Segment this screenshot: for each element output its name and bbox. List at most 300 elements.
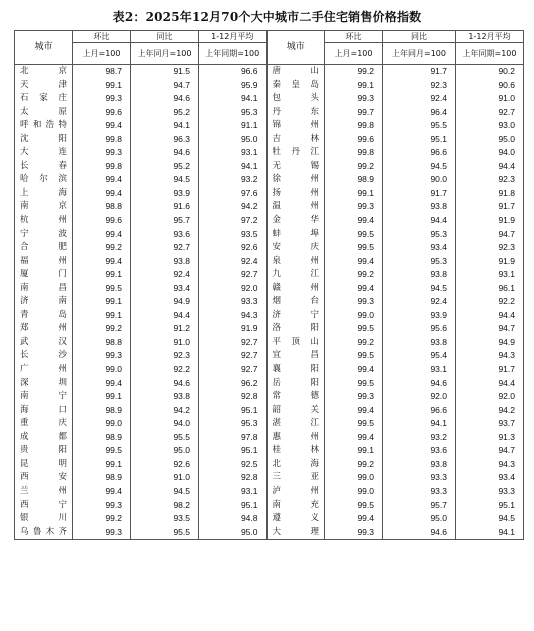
city-name-left: 福州 [15, 255, 73, 269]
mom-index-left: 99.4 [73, 187, 131, 201]
mom-index-right: 99.4 [325, 214, 383, 228]
table-row [15, 499, 524, 513]
avg-index-left: 92.7 [199, 336, 267, 350]
avg-index-right: 93.7 [456, 417, 524, 431]
avg-header-left: 1-12月平均 [199, 31, 267, 43]
avg-index-right: 94.4 [456, 160, 524, 174]
avg-index-right: 91.0 [456, 92, 524, 106]
yoy-index-right: 93.8 [383, 458, 456, 472]
table-row [15, 200, 524, 214]
city-name-right: 温州 [267, 200, 325, 214]
avg-index-right: 91.9 [456, 214, 524, 228]
city-name-left: 杭州 [15, 214, 73, 228]
mom-index-left: 99.3 [73, 499, 131, 513]
mom-index-left: 99.0 [73, 363, 131, 377]
yoy-index-left: 94.6 [131, 92, 199, 106]
city-name-left: 兰州 [15, 485, 73, 499]
mom-base-left: 上月=100 [73, 43, 131, 65]
mom-index-right: 99.1 [325, 187, 383, 201]
city-name-right: 湛江 [267, 417, 325, 431]
city-name-left: 青岛 [15, 309, 73, 323]
avg-index-left: 95.1 [199, 499, 267, 513]
yoy-index-left: 95.7 [131, 214, 199, 228]
table-row [15, 146, 524, 160]
avg-index-left: 91.1 [199, 119, 267, 133]
mom-index-left: 98.7 [73, 65, 131, 79]
city-name-right: 宜昌 [267, 349, 325, 363]
avg-index-left: 96.6 [199, 65, 267, 79]
city-name-right: 烟台 [267, 295, 325, 309]
yoy-index-right: 93.1 [383, 363, 456, 377]
city-name-left: 呼和浩特 [15, 119, 73, 133]
yoy-index-left: 92.7 [131, 241, 199, 255]
city-name-left: 大连 [15, 146, 73, 160]
yoy-index-right: 94.6 [383, 377, 456, 391]
yoy-index-right: 95.1 [383, 133, 456, 147]
avg-index-left: 93.3 [199, 295, 267, 309]
mom-index-right: 99.2 [325, 336, 383, 350]
avg-index-left: 93.2 [199, 173, 267, 187]
avg-index-left: 94.1 [199, 92, 267, 106]
table-row [15, 512, 524, 526]
avg-index-right: 92.0 [456, 390, 524, 404]
city-name-right: 赣州 [267, 282, 325, 296]
avg-index-right: 92.3 [456, 241, 524, 255]
yoy-index-left: 94.9 [131, 295, 199, 309]
mom-index-left: 99.3 [73, 146, 131, 160]
table-row [15, 404, 524, 418]
mom-index-left: 99.1 [73, 390, 131, 404]
mom-index-right: 99.3 [325, 200, 383, 214]
mom-index-right: 99.0 [325, 471, 383, 485]
mom-index-left: 99.4 [73, 119, 131, 133]
mom-index-left: 99.1 [73, 295, 131, 309]
mom-index-left: 98.9 [73, 404, 131, 418]
yoy-index-left: 95.0 [131, 444, 199, 458]
avg-index-right: 95.0 [456, 133, 524, 147]
yoy-index-left: 94.2 [131, 404, 199, 418]
avg-index-right: 94.7 [456, 444, 524, 458]
table-row [15, 322, 524, 336]
city-name-left: 重庆 [15, 417, 73, 431]
mom-index-left: 98.9 [73, 471, 131, 485]
avg-index-left: 95.0 [199, 133, 267, 147]
mom-index-right: 99.5 [325, 322, 383, 336]
price-index-table [14, 30, 524, 540]
city-name-left: 厦门 [15, 268, 73, 282]
mom-index-right: 99.3 [325, 526, 383, 540]
mom-index-left: 99.3 [73, 92, 131, 106]
mom-index-right: 99.1 [325, 79, 383, 93]
mom-index-left: 99.1 [73, 268, 131, 282]
yoy-index-right: 95.6 [383, 322, 456, 336]
yoy-index-left: 94.5 [131, 485, 199, 499]
avg-index-right: 90.6 [456, 79, 524, 93]
mom-index-right: 99.1 [325, 444, 383, 458]
city-name-right: 扬州 [267, 187, 325, 201]
yoy-index-right: 93.8 [383, 200, 456, 214]
avg-index-right: 94.7 [456, 228, 524, 242]
city-name-left: 昆明 [15, 458, 73, 472]
mom-index-right: 99.5 [325, 349, 383, 363]
yoy-index-left: 93.9 [131, 187, 199, 201]
city-header-right: 城市 [267, 31, 325, 65]
avg-index-right: 91.7 [456, 363, 524, 377]
mom-index-right: 99.2 [325, 160, 383, 174]
table-row [15, 160, 524, 174]
table-row [15, 471, 524, 485]
city-name-right: 蚌埠 [267, 228, 325, 242]
city-name-right: 三亚 [267, 471, 325, 485]
yoy-index-left: 94.0 [131, 417, 199, 431]
avg-index-left: 97.8 [199, 431, 267, 445]
avg-index-right: 91.8 [456, 187, 524, 201]
table-row [15, 309, 524, 323]
mom-index-right: 99.4 [325, 363, 383, 377]
avg-index-right: 94.4 [456, 309, 524, 323]
table-row [15, 214, 524, 228]
city-name-left: 合肥 [15, 241, 73, 255]
city-name-left: 乌鲁木齐 [15, 526, 73, 540]
avg-index-left: 94.3 [199, 309, 267, 323]
mom-index-right: 99.5 [325, 228, 383, 242]
mom-index-left: 98.8 [73, 336, 131, 350]
yoy-index-right: 93.8 [383, 336, 456, 350]
city-name-right: 泸州 [267, 485, 325, 499]
avg-index-left: 93.1 [199, 146, 267, 160]
yoy-index-right: 95.4 [383, 349, 456, 363]
city-name-left: 西安 [15, 471, 73, 485]
mom-header-right: 环比 [325, 31, 383, 43]
avg-index-left: 92.7 [199, 363, 267, 377]
avg-index-right: 93.1 [456, 268, 524, 282]
city-name-left: 南昌 [15, 282, 73, 296]
mom-index-right: 99.8 [325, 146, 383, 160]
yoy-index-right: 93.6 [383, 444, 456, 458]
mom-index-right: 99.6 [325, 133, 383, 147]
yoy-index-left: 94.5 [131, 173, 199, 187]
yoy-index-right: 96.6 [383, 146, 456, 160]
mom-index-left: 99.2 [73, 241, 131, 255]
avg-index-right: 94.0 [456, 146, 524, 160]
city-name-right: 无锡 [267, 160, 325, 174]
city-name-right: 金华 [267, 214, 325, 228]
yoy-header-right: 同比 [383, 31, 456, 43]
yoy-index-right: 90.0 [383, 173, 456, 187]
avg-index-left: 91.9 [199, 322, 267, 336]
mom-index-right: 99.4 [325, 282, 383, 296]
mom-index-right: 99.3 [325, 390, 383, 404]
table-row [15, 228, 524, 242]
avg-index-left: 95.3 [199, 106, 267, 120]
city-name-left: 武汉 [15, 336, 73, 350]
yoy-index-right: 92.0 [383, 390, 456, 404]
mom-index-right: 99.3 [325, 295, 383, 309]
table-row [15, 65, 524, 79]
mom-index-left: 99.4 [73, 228, 131, 242]
avg-index-right: 92.2 [456, 295, 524, 309]
yoy-index-left: 94.6 [131, 146, 199, 160]
mom-index-right: 99.5 [325, 417, 383, 431]
yoy-index-left: 95.5 [131, 526, 199, 540]
mom-index-left: 99.4 [73, 377, 131, 391]
city-name-right: 唐山 [267, 65, 325, 79]
avg-index-right: 94.9 [456, 336, 524, 350]
city-name-right: 包头 [267, 92, 325, 106]
mom-index-right: 99.4 [325, 431, 383, 445]
city-name-left: 西宁 [15, 499, 73, 513]
avg-index-left: 95.0 [199, 526, 267, 540]
mom-index-left: 99.4 [73, 173, 131, 187]
avg-index-left: 97.6 [199, 187, 267, 201]
table-row [15, 485, 524, 499]
mom-index-left: 99.4 [73, 255, 131, 269]
city-name-right: 洛阳 [267, 322, 325, 336]
yoy-index-right: 93.2 [383, 431, 456, 445]
yoy-index-right: 94.5 [383, 160, 456, 174]
city-name-left: 银川 [15, 512, 73, 526]
mom-index-right: 99.5 [325, 241, 383, 255]
mom-index-left: 99.2 [73, 322, 131, 336]
avg-index-right: 93.0 [456, 119, 524, 133]
avg-index-right: 96.1 [456, 282, 524, 296]
avg-index-left: 95.9 [199, 79, 267, 93]
yoy-index-right: 93.4 [383, 241, 456, 255]
avg-index-left: 92.7 [199, 349, 267, 363]
table-row [15, 241, 524, 255]
mom-index-right: 99.2 [325, 65, 383, 79]
avg-index-left: 93.1 [199, 485, 267, 499]
avg-index-left: 92.4 [199, 255, 267, 269]
city-name-left: 海口 [15, 404, 73, 418]
table-row [15, 173, 524, 187]
avg-base-right: 上年同期=100 [456, 43, 524, 65]
table-row [15, 349, 524, 363]
mom-index-left: 99.6 [73, 214, 131, 228]
city-name-left: 南京 [15, 200, 73, 214]
yoy-index-left: 95.5 [131, 431, 199, 445]
table-row [15, 79, 524, 93]
table-row [15, 295, 524, 309]
yoy-index-left: 91.0 [131, 336, 199, 350]
mom-index-left: 99.3 [73, 526, 131, 540]
mom-index-right: 99.0 [325, 485, 383, 499]
yoy-index-left: 98.2 [131, 499, 199, 513]
city-name-right: 遵义 [267, 512, 325, 526]
avg-index-left: 94.2 [199, 200, 267, 214]
mom-index-left: 98.9 [73, 431, 131, 445]
avg-index-left: 95.3 [199, 417, 267, 431]
avg-index-right: 95.1 [456, 499, 524, 513]
avg-index-left: 95.1 [199, 404, 267, 418]
yoy-index-left: 96.3 [131, 133, 199, 147]
yoy-index-right: 93.3 [383, 485, 456, 499]
mom-index-right: 99.5 [325, 377, 383, 391]
city-name-left: 沈阳 [15, 133, 73, 147]
yoy-index-right: 95.5 [383, 119, 456, 133]
avg-index-right: 90.2 [456, 65, 524, 79]
city-name-right: 九江 [267, 268, 325, 282]
city-name-left: 天津 [15, 79, 73, 93]
avg-index-left: 96.2 [199, 377, 267, 391]
avg-index-right: 94.1 [456, 526, 524, 540]
city-name-right: 牡丹江 [267, 146, 325, 160]
yoy-index-right: 93.3 [383, 471, 456, 485]
yoy-index-left: 92.2 [131, 363, 199, 377]
yoy-index-left: 95.2 [131, 160, 199, 174]
table-row [15, 119, 524, 133]
yoy-index-right: 91.7 [383, 187, 456, 201]
avg-index-right: 94.4 [456, 377, 524, 391]
yoy-index-left: 93.4 [131, 282, 199, 296]
mom-index-right: 99.5 [325, 499, 383, 513]
yoy-index-right: 92.3 [383, 79, 456, 93]
mom-index-left: 99.1 [73, 309, 131, 323]
avg-index-right: 91.7 [456, 200, 524, 214]
yoy-header-left: 同比 [131, 31, 199, 43]
mom-index-left: 99.1 [73, 79, 131, 93]
table-row [15, 106, 524, 120]
avg-index-right: 92.3 [456, 173, 524, 187]
avg-index-right: 94.2 [456, 404, 524, 418]
avg-index-left: 97.2 [199, 214, 267, 228]
yoy-index-right: 96.6 [383, 404, 456, 418]
avg-index-left: 94.1 [199, 160, 267, 174]
city-name-right: 惠州 [267, 431, 325, 445]
mom-index-right: 99.2 [325, 458, 383, 472]
yoy-index-right: 91.7 [383, 65, 456, 79]
avg-index-right: 94.3 [456, 349, 524, 363]
table-row [15, 282, 524, 296]
city-name-left: 哈尔滨 [15, 173, 73, 187]
avg-base-left: 上年同期=100 [199, 43, 267, 65]
mom-header-left: 环比 [73, 31, 131, 43]
table-title: 表2：2025年12月70个大中城市二手住宅销售价格指数 [112, 10, 422, 24]
mom-index-left: 99.3 [73, 349, 131, 363]
yoy-index-left: 94.6 [131, 377, 199, 391]
yoy-index-right: 94.4 [383, 214, 456, 228]
mom-index-right: 99.3 [325, 92, 383, 106]
table-row [15, 526, 524, 540]
yoy-index-left: 94.7 [131, 79, 199, 93]
avg-index-right: 94.5 [456, 512, 524, 526]
mom-index-left: 99.6 [73, 106, 131, 120]
mom-index-left: 99.0 [73, 417, 131, 431]
table-row [15, 377, 524, 391]
city-name-left: 济南 [15, 295, 73, 309]
table-row [15, 187, 524, 201]
mom-index-right: 99.4 [325, 404, 383, 418]
yoy-index-left: 91.2 [131, 322, 199, 336]
city-header-left: 城市 [15, 31, 73, 65]
table-row [15, 458, 524, 472]
city-name-right: 岳阳 [267, 377, 325, 391]
table-row [15, 363, 524, 377]
city-name-left: 广州 [15, 363, 73, 377]
city-name-right: 锦州 [267, 119, 325, 133]
avg-index-right: 93.4 [456, 471, 524, 485]
city-name-right: 秦皇岛 [267, 79, 325, 93]
city-name-right: 襄阳 [267, 363, 325, 377]
city-name-right: 南充 [267, 499, 325, 513]
city-name-right: 常德 [267, 390, 325, 404]
avg-index-right: 94.3 [456, 458, 524, 472]
table-row [15, 390, 524, 404]
mom-index-right: 99.4 [325, 512, 383, 526]
avg-index-left: 92.7 [199, 268, 267, 282]
city-name-left: 长春 [15, 160, 73, 174]
avg-index-left: 94.8 [199, 512, 267, 526]
city-name-right: 北海 [267, 458, 325, 472]
yoy-index-left: 93.5 [131, 512, 199, 526]
city-name-left: 太原 [15, 106, 73, 120]
avg-index-right: 91.9 [456, 255, 524, 269]
yoy-index-right: 93.9 [383, 309, 456, 323]
avg-index-right: 92.7 [456, 106, 524, 120]
avg-index-left: 95.1 [199, 444, 267, 458]
yoy-base-right: 上年同月=100 [383, 43, 456, 65]
yoy-index-left: 92.4 [131, 268, 199, 282]
table-row [15, 444, 524, 458]
mom-index-left: 99.2 [73, 512, 131, 526]
table-row [15, 431, 524, 445]
mom-index-right: 99.2 [325, 268, 383, 282]
city-name-left: 上海 [15, 187, 73, 201]
mom-index-left: 99.8 [73, 160, 131, 174]
yoy-index-right: 94.5 [383, 282, 456, 296]
yoy-index-left: 91.5 [131, 65, 199, 79]
mom-index-left: 99.5 [73, 444, 131, 458]
yoy-index-right: 95.3 [383, 255, 456, 269]
yoy-index-left: 92.6 [131, 458, 199, 472]
yoy-index-right: 92.4 [383, 295, 456, 309]
city-name-left: 长沙 [15, 349, 73, 363]
table-row [15, 255, 524, 269]
city-name-left: 成都 [15, 431, 73, 445]
city-name-right: 徐州 [267, 173, 325, 187]
avg-index-right: 91.3 [456, 431, 524, 445]
avg-index-left: 92.5 [199, 458, 267, 472]
yoy-index-right: 93.8 [383, 268, 456, 282]
avg-index-left: 92.6 [199, 241, 267, 255]
yoy-index-right: 96.4 [383, 106, 456, 120]
city-name-right: 济宁 [267, 309, 325, 323]
table-row [15, 417, 524, 431]
yoy-index-left: 91.6 [131, 200, 199, 214]
city-name-right: 大理 [267, 526, 325, 540]
city-name-left: 石家庄 [15, 92, 73, 106]
mom-index-right: 99.8 [325, 119, 383, 133]
mom-index-right: 99.0 [325, 309, 383, 323]
yoy-index-left: 91.0 [131, 471, 199, 485]
mom-index-left: 98.8 [73, 200, 131, 214]
city-name-right: 丹东 [267, 106, 325, 120]
city-name-right: 吉林 [267, 133, 325, 147]
yoy-index-right: 94.1 [383, 417, 456, 431]
city-name-right: 桂林 [267, 444, 325, 458]
yoy-index-right: 92.4 [383, 92, 456, 106]
mom-index-right: 99.4 [325, 255, 383, 269]
avg-index-right: 93.3 [456, 485, 524, 499]
city-name-right: 韶关 [267, 404, 325, 418]
mom-index-left: 99.4 [73, 485, 131, 499]
table-row [15, 336, 524, 350]
yoy-base-left: 上年同月=100 [131, 43, 199, 65]
city-name-left: 深圳 [15, 377, 73, 391]
yoy-index-left: 95.2 [131, 106, 199, 120]
table-row [15, 92, 524, 106]
city-name-right: 平顶山 [267, 336, 325, 350]
